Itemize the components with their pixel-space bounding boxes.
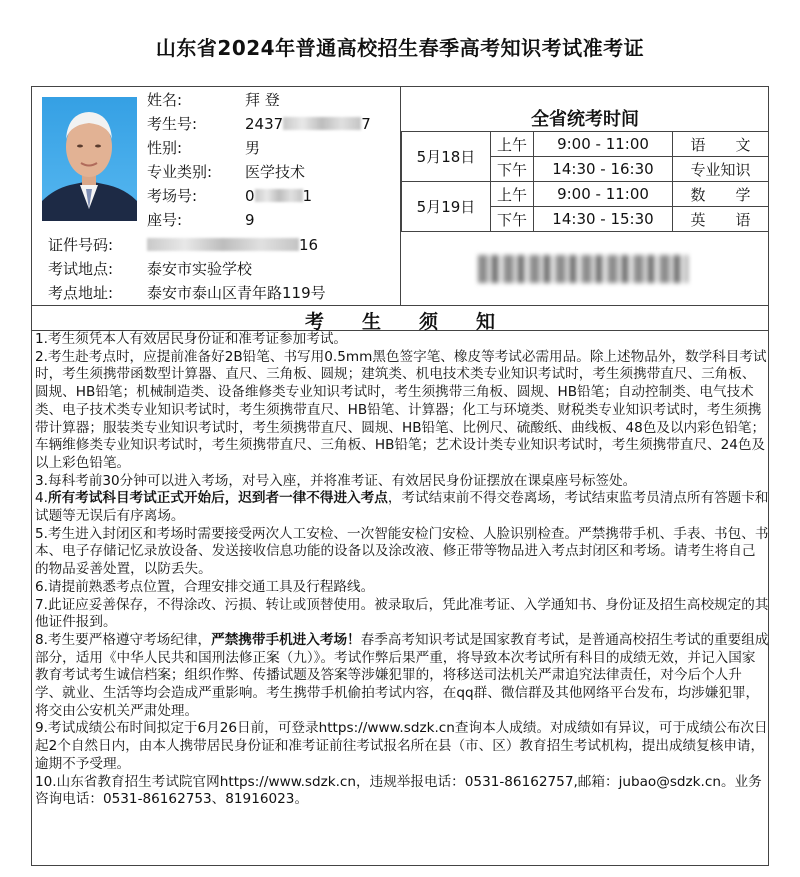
- redacted-block: [147, 238, 299, 251]
- major-label: 专业类别:: [147, 163, 213, 181]
- notice-item: 3.每科考前30分钟可以进入考场，对号入座，并将准考证、有效居民身份证摆放在课桌座号标签处。: [35, 472, 637, 489]
- notice-item: 10.山东省教育招生考试院官网https://www.sdzk.cn，违规举报电话：0531-86162757,邮箱：jubao@sdzk.cn。业务咨询电话：0531-86162753、81916023。: [35, 773, 762, 808]
- cert-label: 证件号码:: [48, 236, 114, 254]
- notice-item: 4.所有考试科目考试正式开始后，迟到者一律不得进入考点，考试结束前不得交卷离场，考试结束监考员清点所有答题卡和试题等无误后有序离场。: [35, 490, 769, 525]
- notice-item: 9.考试成绩公布时间拟定于6月26日前，可登录https://www.sdzk.cn查询本人成绩。对成绩如有异议，可于成绩公布次日起2个自然日内，由本人携带居民身份证和准考证前往考试报名所在县（市、区）教育招生考试机构，提出成绩复核申请，逾期不予受理。: [35, 720, 768, 772]
- site-label: 考试地点:: [48, 260, 114, 278]
- redacted-block: [283, 117, 361, 130]
- divider: [31, 305, 769, 306]
- schedule-time: 14:30 - 16:30: [534, 157, 673, 182]
- schedule-time: 9:00 - 11:00: [534, 132, 673, 157]
- redacted-barcode: [478, 255, 688, 283]
- room-label: 考场号:: [147, 187, 198, 205]
- schedule-date: 5月19日: [402, 182, 491, 232]
- notice-item: 8.考生要严格遵守考场纪律，严禁携带手机进入考场！春季高考知识考试是国家教育考试，是普通高校招生考试的重要组成部分，适用《中华人民共和国刑法修正案（九）》。考试作弊后果严重，将导致本次考试所有科目的成绩无效，并记入国家教育考试考生诚信档案；组织作弊、传播试题及答案等涉嫌犯罪的，将移送司法机关严肃追究法律责任，对今后个人升学、就业、生活等均会造成严重影响。考生携带手机偷拍考试内容，在qq群、微信群及其他网络平台发布，均涉嫌犯罪，将交由公安机关严肃处理。: [35, 631, 769, 719]
- notice-item: 2.考生赴考点时，应提前准备好2B铅笔、书写用0.5mm黑色签字笔、橡皮等考试必需用品。除上述物品外，数学科目考试时，考生须携带函数型计算器、直尺、三角板、圆规；建筑类、机电技术类专业知识考试时，考生须携带直尺、三角板、圆规、HB铅笔；机械制造类、设备维修类专业知识考试时，考生须携带三角板、圆规、HB铅笔；自动控制类、电气技术类、电子技术类专业知识考试时，考生须携带直尺、HB铅笔、计算器；化工与环境类、财税类专业知识考试时，考生须携带计算器；服装类专业知识考试时，考生须携带直尺、圆规、HB铅笔、比例尺、硫酸纸、曲线板、48色及以内彩色铅笔；车辆维修类专业知识考试时，考生须携带直尺、三角板、HB铅笔；艺术设计类专业知识考试时，考生须携带直尺、24色及以上彩色铅笔。: [35, 348, 767, 471]
- schedule-time: 9:00 - 11:00: [534, 182, 673, 207]
- exam-id-label: 考生号:: [147, 115, 198, 133]
- notice-list: [35, 331, 769, 809]
- gender-value: 男: [245, 139, 261, 157]
- notice-item: 1.考生须凭本人有效居民身份证和准考证参加考试。: [35, 331, 348, 347]
- seat-value: 9: [245, 211, 255, 229]
- address-label: 考点地址:: [48, 284, 114, 302]
- schedule-subject: 专业知识: [673, 157, 769, 182]
- gender-label: 性别:: [147, 139, 183, 157]
- schedule-date: 5月18日: [402, 132, 491, 182]
- schedule-subject: 英 语: [673, 207, 769, 232]
- cert-value: 16: [147, 233, 318, 257]
- candidate-name: 拜 登: [245, 91, 280, 109]
- notice-title: 考生须知: [304, 311, 533, 333]
- major-value: 医学技术: [245, 163, 306, 181]
- schedule-period: 上午: [491, 182, 534, 207]
- schedule-period: 下午: [491, 207, 534, 232]
- address-value: 泰安市泰山区青年路119号: [147, 284, 326, 302]
- exam-id-value: 2437 7: [245, 115, 371, 133]
- name-label: 姓名:: [147, 91, 183, 109]
- table-row: [402, 182, 769, 207]
- notice-item: 7.此证应妥善保存，不得涂改、污损、转让或顶替使用。被录取后，凭此准考证、入学通知书、身份证及招生高校规定的其他证件报到。: [35, 596, 769, 631]
- schedule-time: 14:30 - 15:30: [534, 207, 673, 232]
- redacted-block: [255, 189, 303, 202]
- room-value: 0 1: [245, 187, 313, 205]
- schedule-title: 全省统考时间: [531, 109, 639, 130]
- seat-label: 座号:: [147, 211, 183, 229]
- schedule-period: 下午: [491, 157, 534, 182]
- schedule-subject: 语 文: [673, 132, 769, 157]
- table-row: [402, 132, 769, 157]
- schedule-table: [401, 131, 769, 232]
- schedule-subject: 数 学: [673, 182, 769, 207]
- candidate-photo: [42, 97, 137, 221]
- notice-item: 6.请提前熟悉考点位置，合理安排交通工具及行程路线。: [35, 578, 375, 595]
- site-value: 泰安市实验学校: [147, 260, 253, 278]
- page-title: 山东省2024年普通高校招生春季高考知识考试准考证: [155, 36, 645, 60]
- schedule-period: 上午: [491, 132, 534, 157]
- notice-item: 5.考生进入封闭区和考场时需要接受两次人工安检、一次智能安检门安检、人脸识别检查。严禁携带手机、手表、书包、书本、电子存储记忆录放设备、发送接收信息功能的设备以及涂改液、修正带等物品进入考点封闭区和考场。请考生将自己的物品妥善处置，以防丢失。: [35, 525, 769, 578]
